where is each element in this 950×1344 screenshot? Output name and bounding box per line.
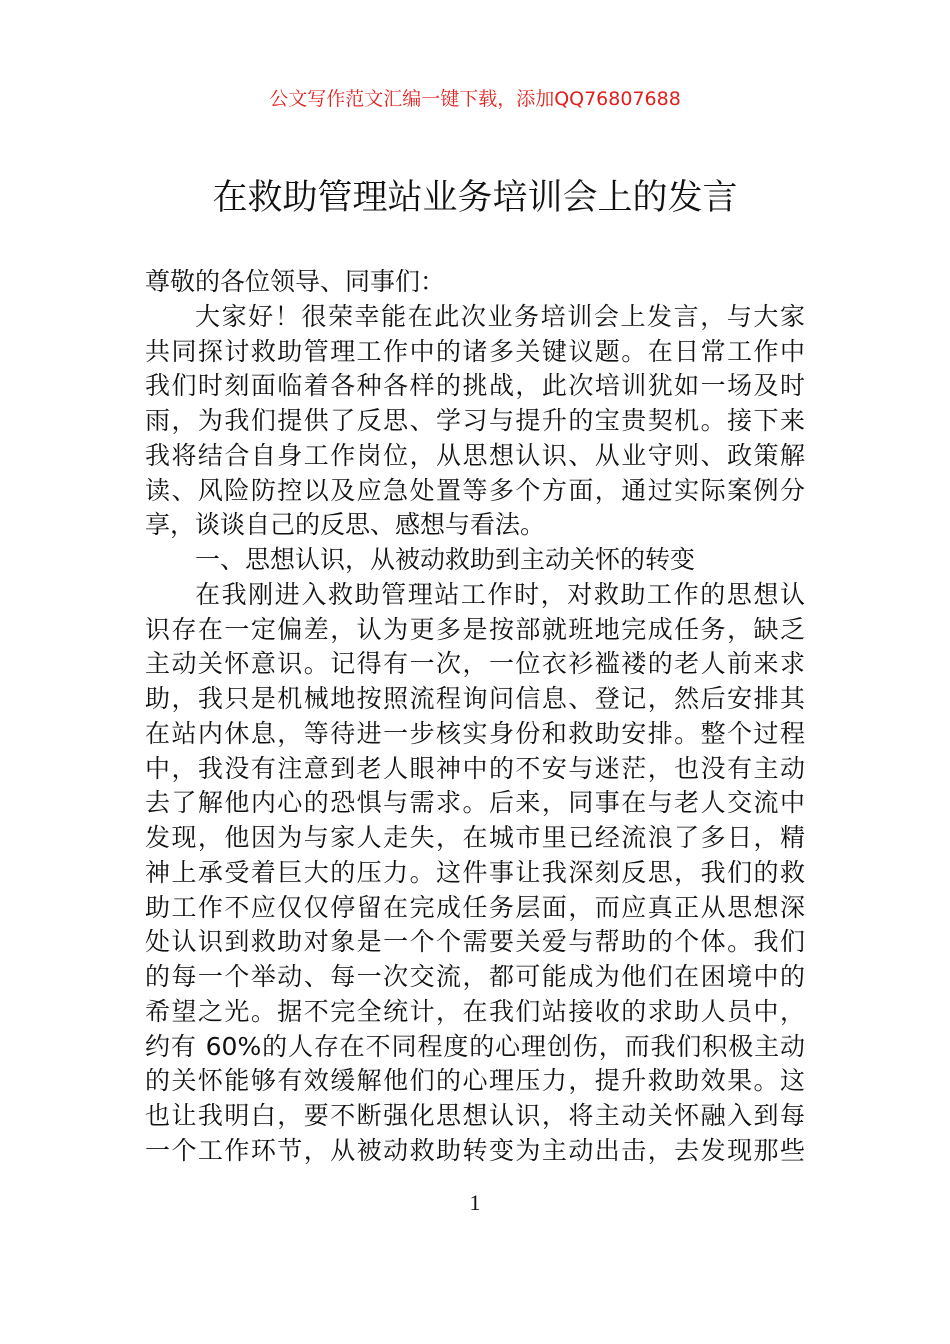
section-heading: 一、思想认识，从被动救助到主动关怀的转变 (195, 545, 696, 574)
text-line: 去了解他内心的恐惧与需求。后来，同事在与老人交流中 (145, 788, 805, 818)
text-line: 希望之光。据不完全统计，在我们站接收的求助人员中， (145, 996, 805, 1026)
text-line: 雨，为我们提供了反思、学习与提升的宝贵契机。接下来 (145, 406, 805, 435)
text-line: 约有 60%的人存在不同程度的心理创伤，而我们积极主动 (145, 1031, 805, 1061)
text-line: 也让我明白，要不断强化思想认识，将主动关怀融入到每 (145, 1101, 805, 1130)
text-line: 助工作不应仅仅停留在完成任务层面，而应真正从思想深 (145, 892, 805, 922)
text-line: 主动关怀意识。记得有一次，一位衣衫褴褛的老人前来求 (145, 649, 805, 679)
text-line: 共同探讨救助管理工作中的诸多关键议题。在日常工作中 (145, 336, 805, 366)
text-line: 在我刚进入救助管理站工作时，对救助工作的思想认 (195, 579, 805, 609)
document-title: 在救助管理站业务培训会上的发言 (212, 178, 738, 218)
text-line: 我们时刻面临着各种各样的挑战，此次培训犹如一场及时 (145, 371, 805, 401)
text-line: 处认识到救助对象是一个个需要关爱与帮助的个体。我们 (145, 927, 805, 957)
text-line: 尊敬的各位领导、同事们： (145, 267, 446, 296)
text-line: 神上承受着巨大的压力。这件事让我深刻反思，我们的救 (145, 857, 805, 887)
text-line: 助，我只是机械地按照流程询问信息、登记，然后安排其 (145, 684, 805, 713)
text-line: 中，我没有注意到老人眼神中的不安与迷茫，也没有主动 (145, 753, 805, 783)
page-number: 1 (469, 1190, 481, 1215)
text-line: 读、风险防控以及应急处置等多个方面，通过实际案例分 (145, 475, 805, 505)
text-line: 一个工作环节，从被动救助转变为主动出击，去发现那些 (145, 1135, 805, 1165)
text-line: 发现，他因为与家人走失，在城市里已经流浪了多日，精 (145, 823, 805, 852)
promo-header: 公文写作范文汇编一键下载，添加QQ76807688 (269, 88, 681, 110)
text-line: 识存在一定偏差，认为更多是按部就班地完成任务，缺乏 (145, 614, 805, 644)
text-line: 的关怀能够有效缓解他们的心理压力，提升救助效果。这 (145, 1066, 805, 1096)
text-line: 的每一个举动、每一次交流，都可能成为他们在困境中的 (145, 962, 805, 991)
text-line: 大家好！很荣幸能在此次业务培训会上发言，与大家 (195, 301, 805, 331)
text-line: 享，谈谈自己的反思、感想与看法。 (145, 510, 546, 540)
document-body (145, 265, 805, 1169)
text-line: 在站内休息，等待进一步核实身份和救助安排。整个过程 (145, 718, 805, 748)
text-line: 我将结合自身工作岗位，从思想认识、从业守则、政策解 (145, 440, 805, 470)
